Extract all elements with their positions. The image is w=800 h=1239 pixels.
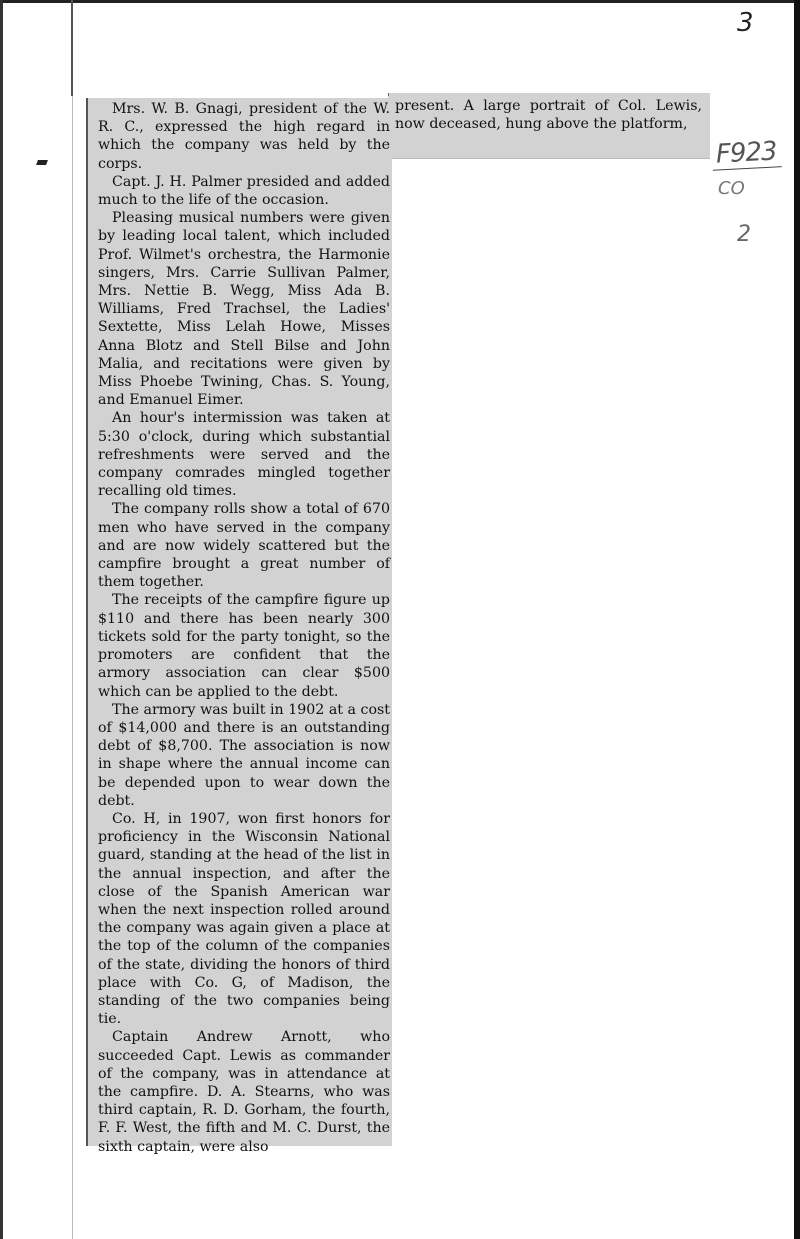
page-fold-line-lower xyxy=(72,96,73,1239)
article-paragraph: Pleasing musical numbers were given by leading local talent, which included Prof. Wilmet's orchestra, the Harmonie singers, Mrs. Carrie Sullivan Palmer, Mrs. Nettie B. Wegg, Miss Ada B. Williams, Fred Trachsel, the Ladies' Sextette, Miss Lelah Howe, Misses Anna Blotz and Stell Bilse and John Malia, and recitations were given by Miss Phoebe Twining, Chas. S. Young, and Emanuel Eimer. xyxy=(98,210,390,409)
handwritten-annotation-co: CO xyxy=(718,178,745,199)
clipping-right-column xyxy=(388,93,710,159)
handwritten-page-number: 3 xyxy=(737,8,754,38)
article-paragraph: Mrs. W. B. Gnagi, president of the W. R. C., expressed the high regard in which the company was held by the corps. xyxy=(98,101,390,172)
article-paragraph: The receipts of the campfire figure up $110 and there has been nearly 300 tickets sold for the party tonight, so the promoters are confident that the armory association can clear $500 which can be applied to the debt. xyxy=(98,592,390,700)
handwritten-annotation-number: 2 xyxy=(737,222,751,247)
article-paragraph: The company rolls show a total of 670 men who have served in the company and are now widely scattered but the campfire brought a great number of them together. xyxy=(98,501,390,591)
clipping-left-column xyxy=(86,98,392,1155)
article-paragraph: present. A large portrait of Col. Lewis, now deceased, hung above the platform, xyxy=(395,98,702,133)
article-paragraph: Capt. J. H. Palmer presided and added much to the life of the occasion. xyxy=(98,173,390,209)
article-paragraph: The armory was built in 1902 at a cost of $14,000 and there is an outstanding debt of $8,700. The association is now in shape where the annual income can be depended upon to wear down the debt. xyxy=(98,701,390,809)
scan-right-border xyxy=(794,0,800,1239)
handwritten-annotation-catalog: F923 xyxy=(711,136,781,171)
article-paragraph: An hour's intermission was taken at 5:30 o'clock, during which substantial refreshments were served and the company comrades mingled together recalling old times. xyxy=(98,410,390,500)
article-paragraph: Co. H, in 1907, won first honors for proficiency in the Wisconsin National guard, standing at the head of the list in the annual inspection, and after the close of the Spanish American war when the next inspection rolled around the company was again given a place at the top of the column of the companies of the state, dividing the honors of third place with Co. G, of Madison, the standing of the two companies being tie. xyxy=(98,810,390,1028)
page-fold-line xyxy=(71,0,73,96)
scan-mark xyxy=(36,160,48,165)
article-paragraph: Captain Andrew Arnott, who succeeded Capt. Lewis as commander of the company, was in attendance at the campfire. D. A. Stearns, who was third captain, R. D. Gorham, the fourth, F. F. West, the fifth and M. C. Durst, the sixth captain, were also xyxy=(98,1029,390,1155)
scan-left-border xyxy=(0,0,3,1239)
scan-top-border xyxy=(0,0,800,3)
